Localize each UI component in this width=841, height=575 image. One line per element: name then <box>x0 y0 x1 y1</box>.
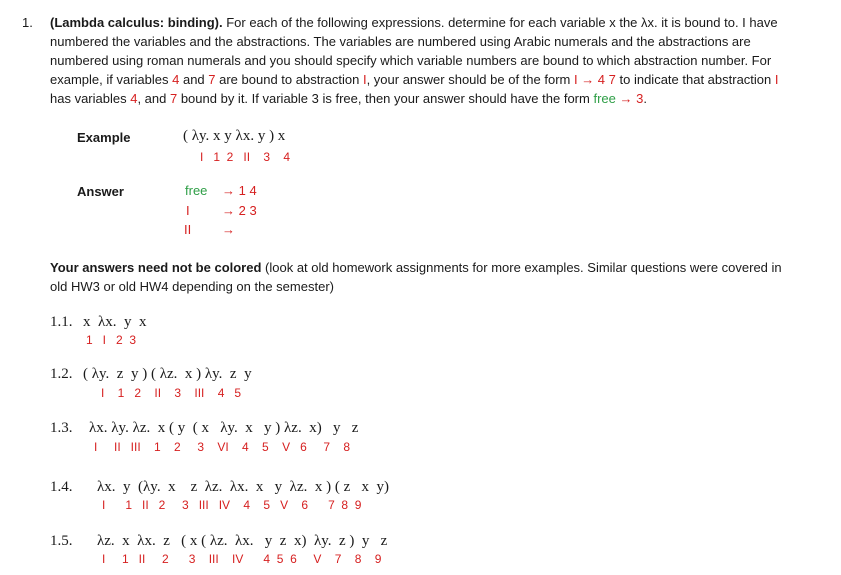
text: to indicate that abstraction <box>615 72 775 87</box>
var-number: 7 <box>169 91 178 106</box>
answer-val-I: → 2 3 <box>222 203 257 218</box>
note-line-2: old HW3 or old HW4 depending on the semester) <box>50 279 334 294</box>
abs-number: I <box>774 72 779 87</box>
answer-key-free: free <box>185 183 208 198</box>
text: , your answer should be of the form <box>366 72 574 87</box>
var-number: 7 <box>208 72 216 87</box>
answer-key-I: I <box>186 203 190 218</box>
question-line-1 <box>50 14 778 32</box>
problem-1-2-numbers: I 1 2 II 3 III 4 5 <box>101 386 242 400</box>
problem-1-5-numbers: I 1 II 2 3 III IV 4 5 6 V 7 8 9 <box>102 552 382 566</box>
var-number: 4 <box>172 72 180 87</box>
answer-val-II: → <box>222 222 235 237</box>
text: and <box>179 72 209 87</box>
example-label: Example <box>77 130 131 145</box>
question-line-3: numbered using roman numerals and you should specify which variable numbers are bound to which abstraction number. For <box>50 53 772 68</box>
question-text-1: For each of the following expressions. determine for each variable x the λx. it is bound to. I have <box>222 15 778 30</box>
problem-1-1-expression: x λx. y x <box>83 314 147 330</box>
abs-number: I <box>362 72 367 87</box>
example-numbers: I 1 2 II 3 4 <box>200 150 291 164</box>
var-number: 4 <box>130 91 138 106</box>
problem-1-2-expression: ( λy. z y ) ( λz. x ) λy. z y <box>83 366 252 382</box>
question-line-2: numbered the variables and the abstractions. The variables are numbered using Arabic numerals and the abstractions are <box>50 34 751 49</box>
example-expression: ( λy. x y λx. y ) x <box>183 128 286 144</box>
problem-1-3-label: 1.3. <box>50 420 73 436</box>
problem-1-4-label: 1.4. <box>50 479 73 495</box>
note-rest: (look at old homework assignments for more examples. Similar questions were covered in <box>261 260 782 275</box>
form-example: → 3 <box>619 91 644 106</box>
note-bold: Your answers need not be colored <box>50 260 262 275</box>
problem-1-3-numbers: I II III 1 2 3 VI 4 5 V 6 7 8 <box>94 440 351 454</box>
problem-1-3-expression: λx. λy. λz. x ( y ( x λy. x y ) λz. x) y z <box>89 420 359 436</box>
text: are bound to abstraction <box>215 72 363 87</box>
question-line-4 <box>50 71 779 89</box>
text: has variables <box>50 91 131 106</box>
problem-1-1-label: 1.1. <box>50 314 73 330</box>
problem-1-5-label: 1.5. <box>50 533 73 549</box>
question-number: 1. <box>22 15 33 30</box>
text: , and <box>137 91 170 106</box>
problem-1-1-numbers: 1 I 2 3 <box>86 333 137 347</box>
text: . <box>643 91 647 106</box>
form-example: I → 4 7 <box>573 72 616 87</box>
question-title: (Lambda calculus: binding). <box>50 15 223 30</box>
question-line-5 <box>50 90 647 108</box>
free-label: free <box>593 91 616 106</box>
problem-1-2-label: 1.2. <box>50 366 73 382</box>
answer-label: Answer <box>77 184 124 199</box>
answer-key-II: II <box>184 222 192 237</box>
text: bound by it. If variable 3 is free, then your answer should have the form <box>177 91 594 106</box>
problem-1-5-expression: λz. x λx. z ( x ( λz. λx. y z x) λy. z ) y z <box>97 533 388 549</box>
note-line-1 <box>50 259 782 277</box>
text: example, if variables <box>50 72 173 87</box>
answer-val-free: → 1 4 <box>222 183 257 198</box>
problem-1-4-numbers: I 1 II 2 3 III IV 4 5 V 6 7 8 9 <box>102 498 362 512</box>
problem-1-4-expression: λx. y (λy. x z λz. λx. x y λz. x ) ( z x y) <box>97 479 390 495</box>
